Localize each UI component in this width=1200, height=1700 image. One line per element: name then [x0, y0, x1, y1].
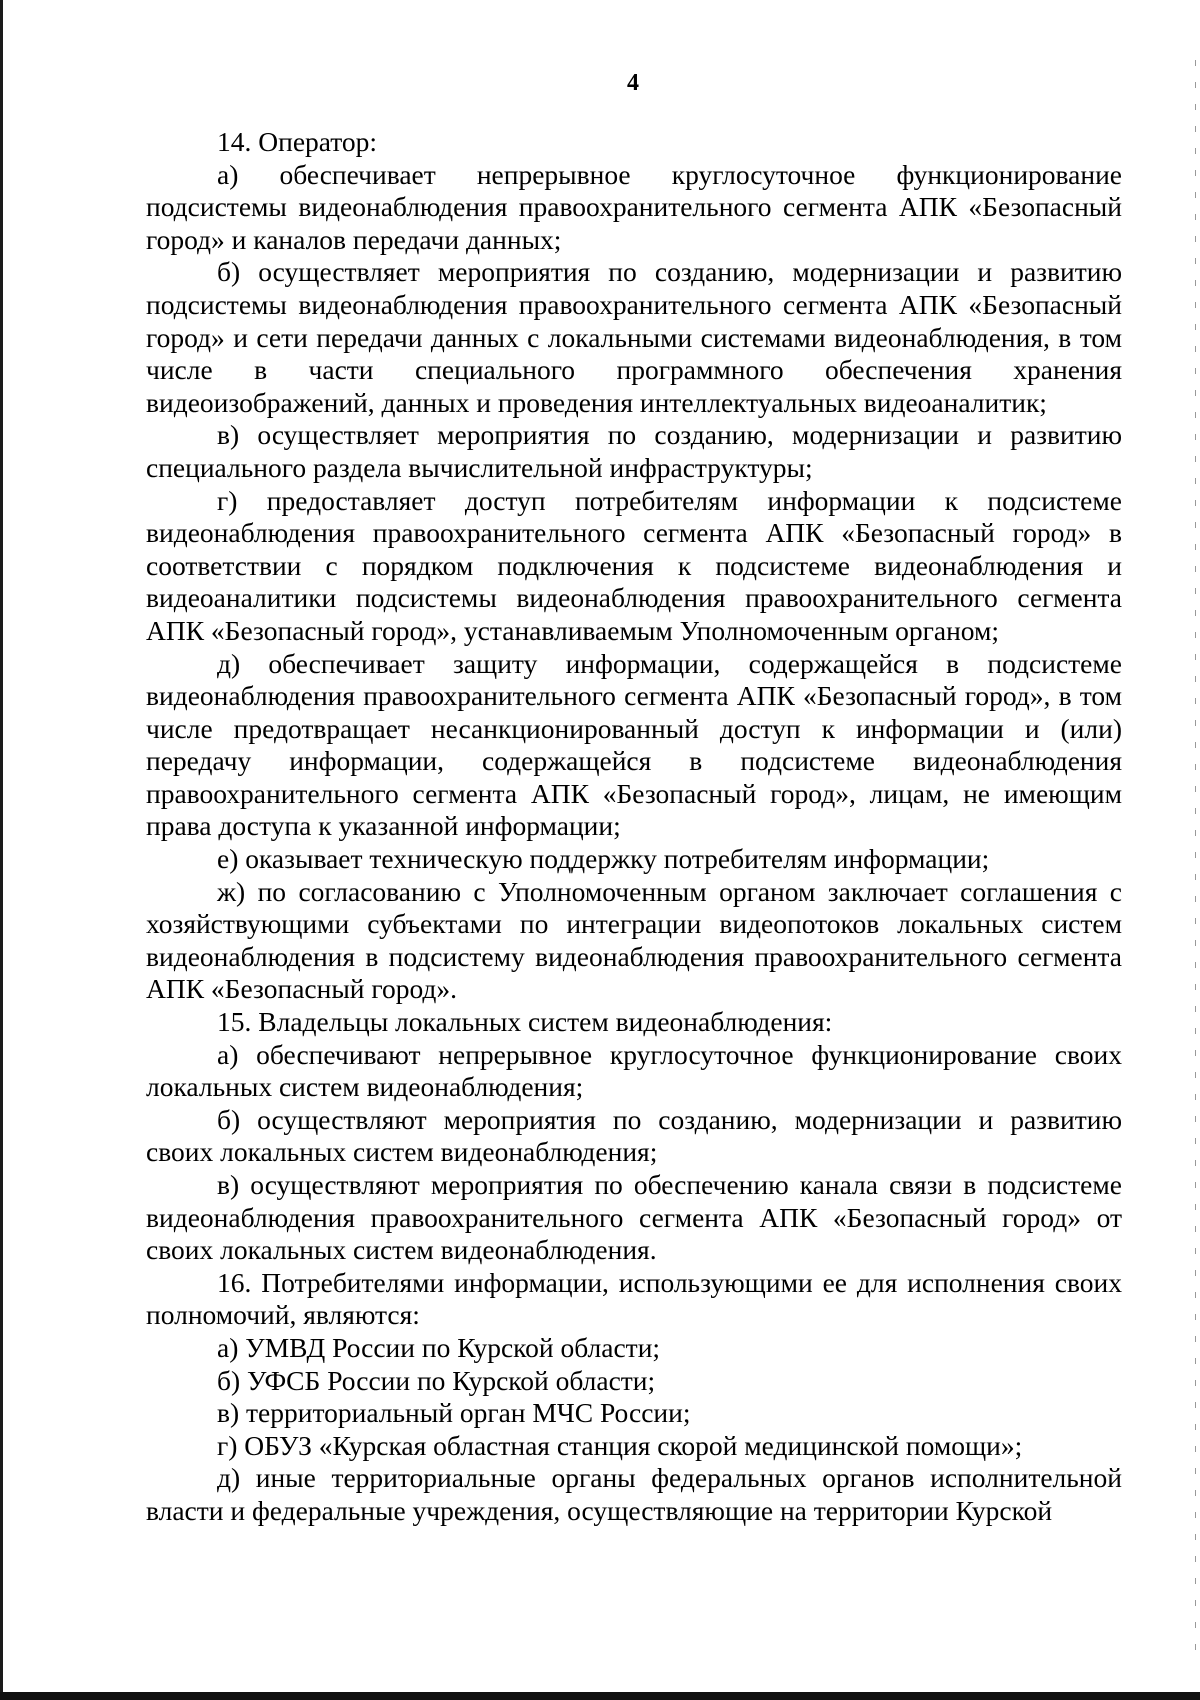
clause-16-item-g: г) ОБУЗ «Курская областная станция скорой медицинской помощи»;	[217, 1429, 1023, 1461]
scan-bottom-edge	[0, 1692, 1200, 1700]
scan-left-edge	[0, 0, 3, 1700]
scan-right-edge	[1195, 60, 1196, 1660]
clause-14-item-a: а) обеспечивает непрерывное круглосуточное функционирование подсистемы видеонаблюдения правоохранительного сегмента АПК «Безопасный город» и каналов передачи данных;	[146, 158, 1122, 255]
clause-14-item-zh: ж) по согласованию с Уполномоченным органом заключает соглашения с хозяйствующими субъектами по интеграции видеопотоков локальных систем видеонаблюдения в подсистему видеонаблюдения правоохранительного сегмента АПК «Безопасный город».	[146, 875, 1122, 1005]
clause-14-item-b: б) осуществляет мероприятия по созданию, модернизации и развитию подсистемы видеонаблюдения правоохранительного сегмента АПК «Безопасный город» и сети передачи данных с локальными системами видеонаблюдения, в том числе в части специального программного обеспечения хранения видеоизображений, данных и проведения интеллектуальных видеоаналитик;	[146, 256, 1122, 418]
clause-16-item-v: в) территориальный орган МЧС России;	[217, 1397, 691, 1429]
clause-15-item-v: в) осуществляют мероприятия по обеспечению канала связи в подсистеме видеонаблюдения правоохранительного сегмента АПК «Безопасный город» от своих локальных систем видеонаблюдения.	[146, 1169, 1122, 1266]
clause-15-item-a: а) обеспечивают непрерывное круглосуточное функционирование своих локальных систем видеонаблюдения;	[146, 1038, 1122, 1103]
clause-14-item-g: г) предоставляет доступ потребителям информации к подсистеме видеонаблюдения правоохранительного сегмента АПК «Безопасный город» в соответствии с порядком подключения к подсистеме видеонаблюдения и видеоаналитики подсистемы видеонаблюдения правоохранительного сегмента АПК «Безопасный город», устанавливаемым Уполномоченным органом;	[146, 484, 1122, 646]
clause-14-heading: 14. Оператор:	[217, 126, 378, 157]
clause-14-item-e: е) оказывает техническую поддержку потребителям информации;	[217, 843, 990, 875]
clause-14-item-d: д) обеспечивает защиту информации, содержащейся в подсистеме видеонаблюдения правоохранительного сегмента АПК «Безопасный город», в том числе предотвращает несанкционированный доступ к информации и (или) передачу информации, содержащейся в подсистеме видеонаблюдения правоохранительного сегмента АПК «Безопасный город», лицам, не имеющим права доступа к указанной информации;	[146, 647, 1122, 842]
clause-14-item-v: в) осуществляет мероприятия по созданию, модернизации и развитию специального раздела вычислительной инфраструктуры;	[146, 419, 1122, 483]
clause-16-item-a: а) УМВД России по Курской области;	[217, 1331, 661, 1363]
clause-16-item-d: д) иные территориальные органы федеральных органов исполнительной власти и федеральные учреждения, осуществляющие на территории Курской	[146, 1462, 1122, 1526]
clause-15-item-b: б) осуществляют мероприятия по созданию, модернизации и развитию своих локальных систем видеонаблюдения;	[146, 1103, 1122, 1168]
clause-16-heading: 16. Потребителями информации, использующими ее для исполнения своих полномочий, являются:	[146, 1266, 1122, 1331]
page-number: 4	[627, 70, 639, 96]
document-body	[146, 126, 1122, 1528]
clause-15-heading: 15. Владельцы локальных систем видеонаблюдения:	[217, 1006, 833, 1038]
clause-16-item-b: б) УФСБ России по Курской области;	[217, 1364, 656, 1396]
